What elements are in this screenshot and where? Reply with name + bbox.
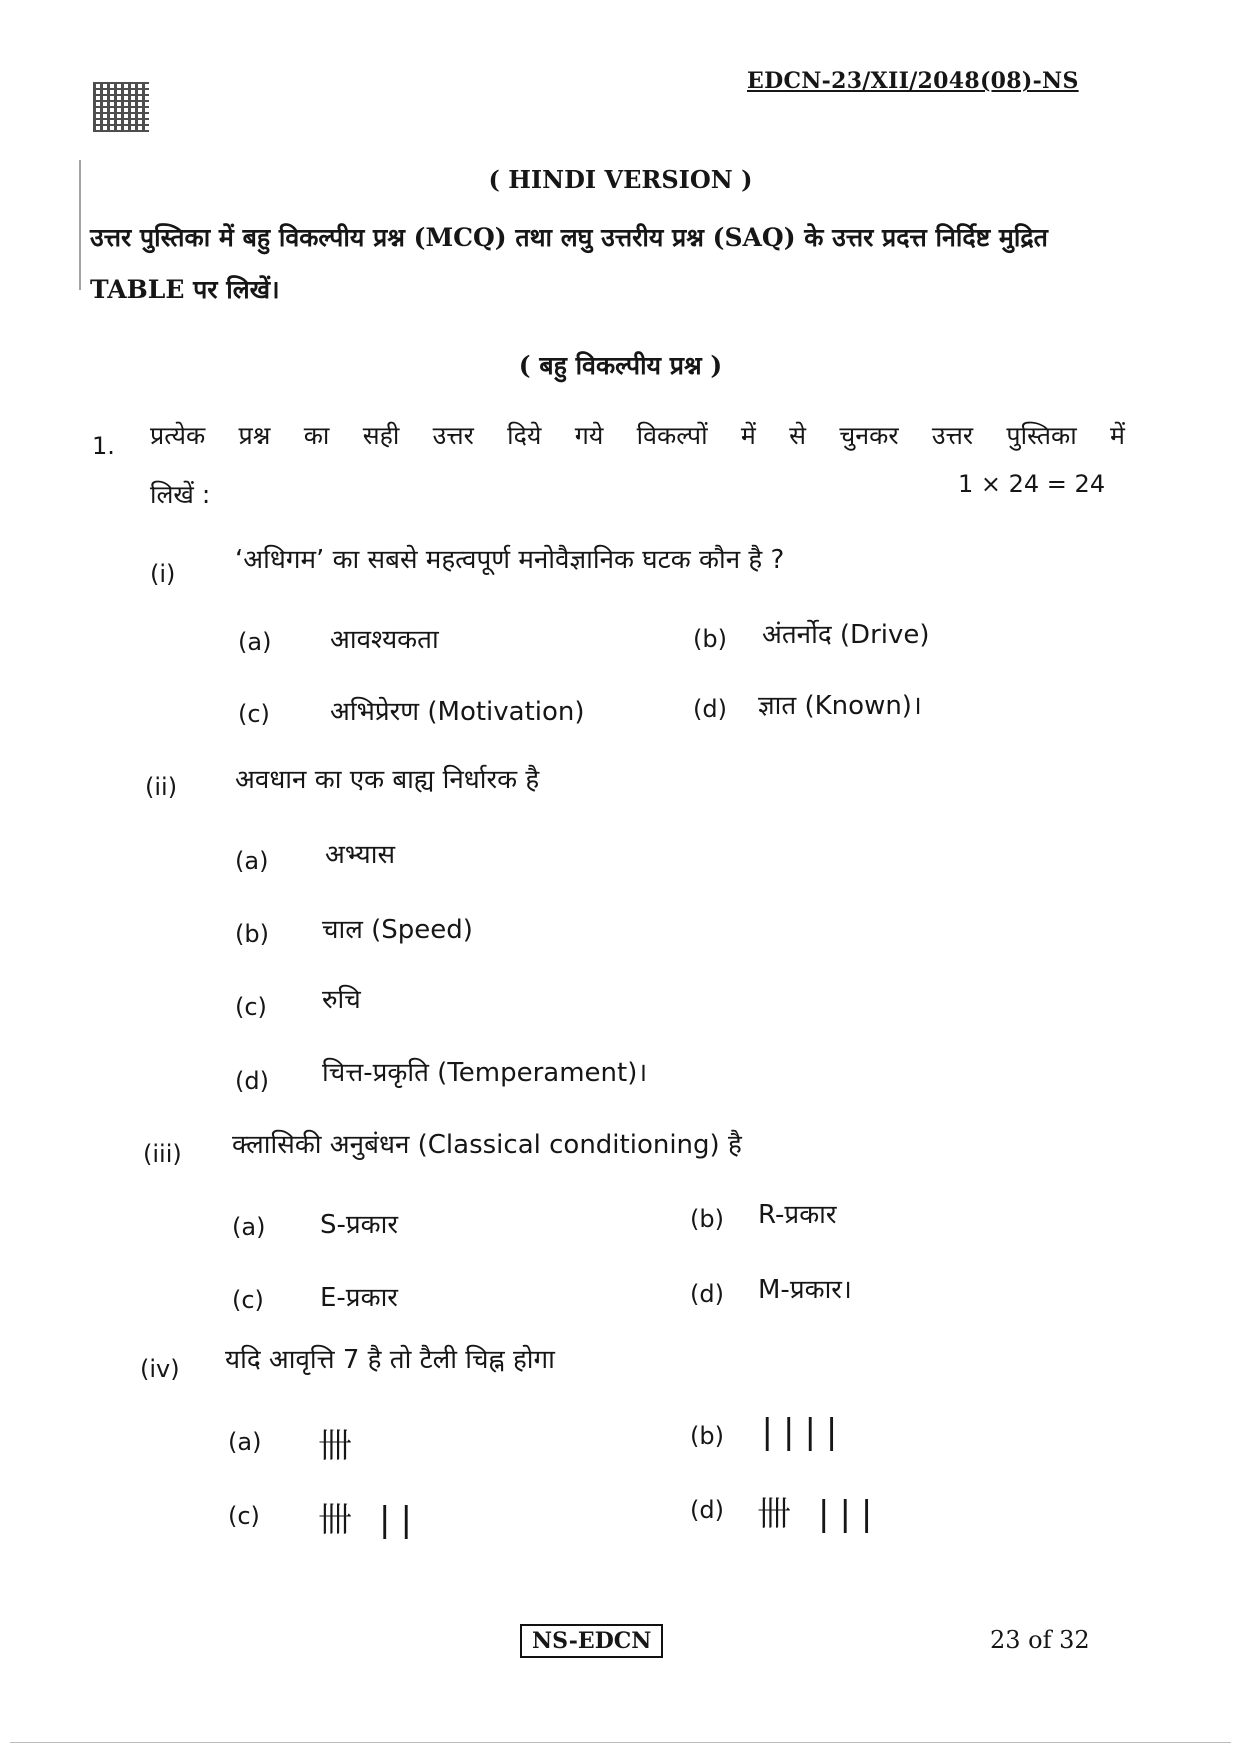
sub-question-text: ‘अधिगम’ का सबसे महत्वपूर्ण मनोवैज्ञानिक घटक कौन है ? [235, 545, 785, 575]
qr-code [93, 82, 149, 132]
tally-mark: 卌 [318, 1426, 353, 1466]
sub-question-label: (iv) [140, 1355, 180, 1383]
option-text: R-प्रकार [758, 1200, 837, 1230]
option-label: (b) [693, 625, 727, 653]
option-label: (b) [690, 1205, 724, 1233]
option-text: अभ्यास [325, 840, 396, 870]
option-text: आवश्यकता [330, 625, 439, 655]
sub-question-label: (i) [150, 560, 176, 588]
tally-mark: 卌 || [318, 1500, 418, 1540]
question-instruction-line1: प्रत्येक प्रश्न का सही उत्तर दिये गये विकल्पों में से चुनकर उत्तर पुस्तिका में [150, 421, 1125, 450]
option-text: रुचि [322, 985, 361, 1015]
page-number: 23 of 32 [990, 1626, 1090, 1654]
tally-mark: 卌 ||| [757, 1494, 878, 1534]
option-label: (d) [693, 695, 727, 723]
option-text: E-प्रकार [320, 1283, 398, 1313]
option-text: अंतर्नोद (Drive) [762, 620, 930, 650]
option-label: (d) [235, 1067, 269, 1095]
instruction-text: उत्तर पुस्तिका में बहु विकल्पीय प्रश्न (MCQ) तथा लघु उत्तरीय प्रश्न (SAQ) के उत्तर प्रदत्त निर्दिष्ट मुद्रित TABLE पर लिखें। [90, 223, 1048, 304]
option-label: (c) [232, 1286, 264, 1314]
option-label: (d) [690, 1496, 724, 1524]
option-label: (c) [228, 1502, 260, 1530]
marks-label: 1 × 24 = 24 [958, 470, 1106, 498]
question-number: 1. [92, 432, 115, 460]
version-title: ( HINDI VERSION ) [488, 165, 753, 194]
option-label: (a) [228, 1428, 262, 1456]
sub-question-text: अवधान का एक बाह्य निर्धारक है [235, 765, 540, 795]
sub-question-label: (ii) [145, 773, 178, 801]
bottom-rule [10, 1742, 1231, 1743]
option-text: चाल (Speed) [322, 915, 473, 945]
sub-question-label: (iii) [143, 1140, 182, 1168]
footer-code-box: NS-EDCN [520, 1624, 663, 1658]
sub-question-text: क्लासिकी अनुबंधन (Classical conditioning) है [232, 1130, 742, 1160]
section-title: ( बहु विकल्पीय प्रश्न ) [518, 351, 723, 380]
option-label: (b) [690, 1422, 724, 1450]
option-label: (d) [690, 1280, 724, 1308]
option-label: (b) [235, 920, 269, 948]
option-text: अभिप्रेरण (Motivation) [330, 697, 585, 727]
paper-code: EDCN-23/XII/2048(08)-NS [747, 68, 1079, 94]
sub-question-text: यदि आवृत्ति 7 है तो टैली चिह्न होगा [225, 1345, 555, 1375]
option-text: S-प्रकार [320, 1210, 399, 1240]
tally-mark: |||| [757, 1412, 843, 1452]
option-label: (a) [232, 1213, 266, 1241]
option-text: M-प्रकार। [758, 1275, 852, 1305]
option-label: (a) [238, 628, 272, 656]
option-label: (a) [235, 847, 269, 875]
option-label: (c) [235, 993, 267, 1021]
option-text: चित्त-प्रकृति (Temperament)। [322, 1058, 648, 1088]
option-label: (c) [238, 700, 270, 728]
question-instruction-line2: लिखें : [150, 480, 211, 509]
option-text: ज्ञात (Known)। [758, 691, 922, 721]
